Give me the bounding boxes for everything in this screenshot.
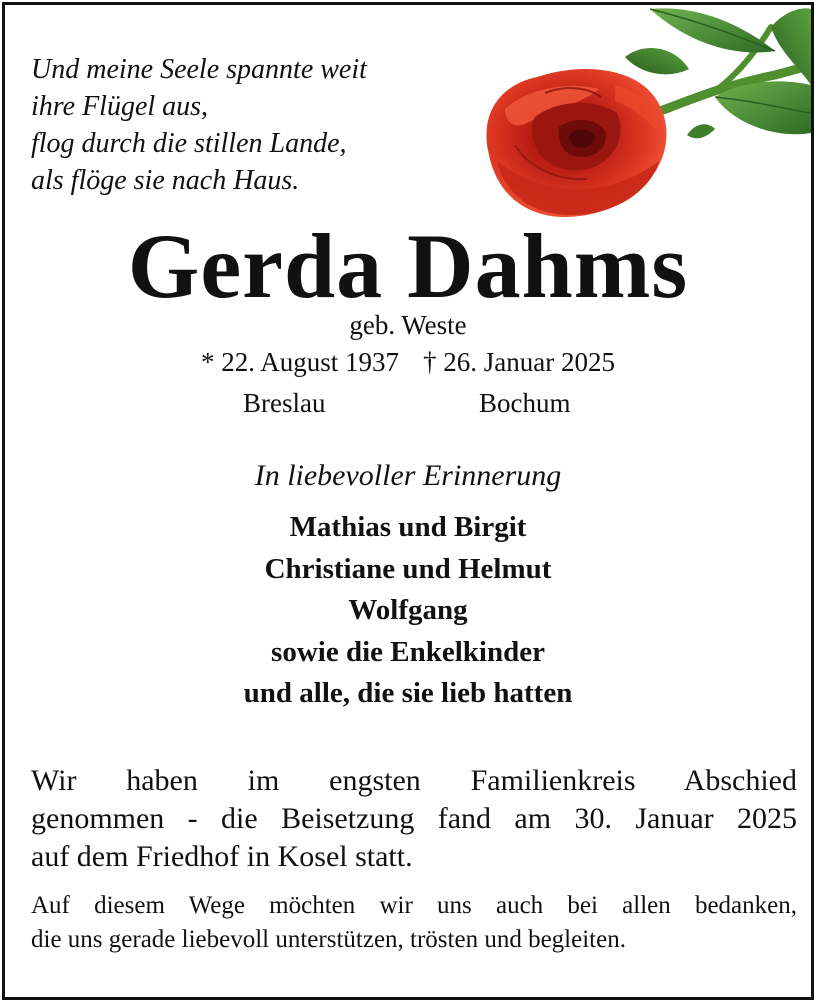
mourner-line: sowie die Enkelkinder	[271, 635, 545, 668]
notice-line: genommen - die Beisetzung fand am 30. Januar 2025	[31, 802, 797, 835]
thanks-line: Auf diesem Wege möchten wir uns auch bei allen bedanken,	[31, 892, 797, 919]
death-place: Bochum	[479, 388, 571, 418]
birth-place: Breslau	[243, 388, 326, 418]
birth-name: geb. Weste	[349, 310, 467, 340]
memory-line: In liebevoller Erinnerung	[254, 459, 562, 492]
poem	[31, 51, 367, 199]
mourner-line: und alle, die sie lieb hatten	[243, 677, 573, 709]
red-rose-icon	[475, 5, 811, 227]
birth-date: * 22. August 1937	[201, 347, 400, 377]
mourners-list	[5, 507, 811, 715]
mourner-line: Mathias und Birgit	[289, 511, 527, 543]
poem-line: Und meine Seele spannte weit	[31, 54, 367, 85]
thanks-line: die uns gerade liebevoll unterstützen, trösten und begleiten.	[31, 926, 626, 953]
obituary-card	[2, 2, 814, 1000]
mourner-line: Christiane und Helmut	[264, 552, 552, 585]
poem-line: als flöge sie nach Haus.	[31, 165, 300, 196]
funeral-notice	[31, 762, 797, 876]
death-date: † 26. Januar 2025	[423, 347, 615, 377]
notice-line: Wir haben im engsten Familienkreis Abschied	[31, 764, 797, 797]
notice-line: auf dem Friedhof in Kosel statt.	[31, 840, 413, 873]
deceased-name: Gerda Dahms	[127, 215, 689, 317]
thanks-text	[31, 889, 797, 957]
poem-line: ihre Flügel aus,	[31, 91, 209, 122]
life-dates	[5, 345, 811, 379]
poem-line: flog durch die stillen Lande,	[31, 128, 347, 159]
mourner-line: Wolfgang	[348, 594, 468, 626]
